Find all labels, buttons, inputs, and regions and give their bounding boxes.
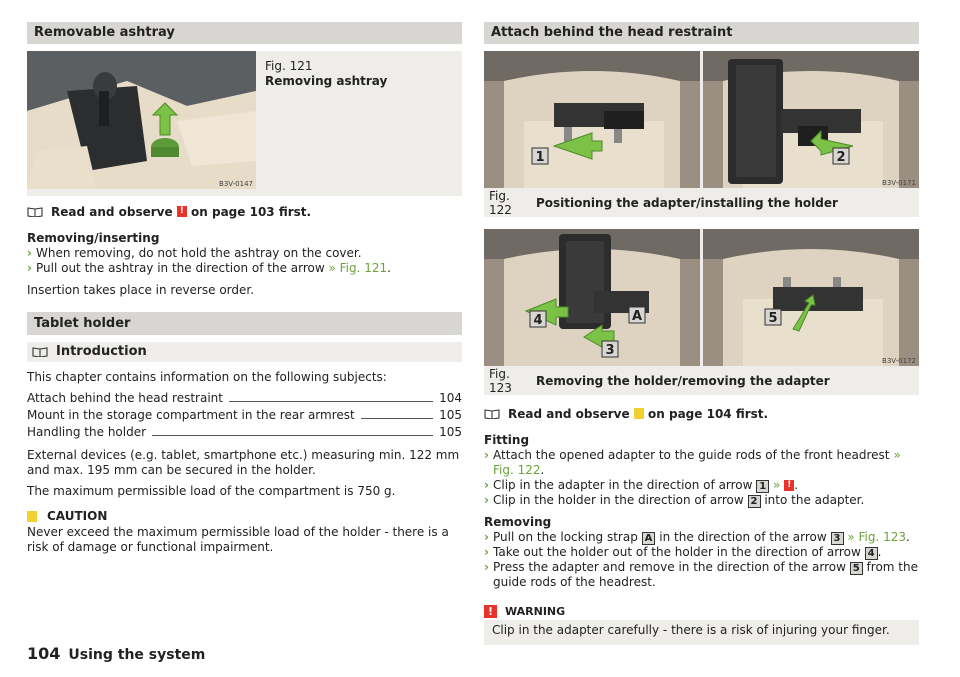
figure-123 <box>484 229 919 395</box>
warning-header: ! WARNING <box>484 603 919 620</box>
bullet-chevron-icon: › <box>27 246 32 260</box>
figure-121 <box>27 51 462 196</box>
list-item: › Clip in the holder in the direction of arrow 2 into the adapter. <box>484 493 865 507</box>
toc-item[interactable]: Mount in the storage compartment in the rear armrest 105 <box>27 408 462 422</box>
list-item: › Take out the holder out of the holder in the direction of arrow 4 . <box>484 545 882 559</box>
image-code: B3V-0171 <box>882 179 916 187</box>
callout-box: 3 <box>831 532 844 545</box>
callout-4: 4 <box>533 313 543 328</box>
figure-123-caption: Fig. 123 Removing the holder/removing the adapter <box>484 366 919 395</box>
page-footer <box>27 644 205 663</box>
bullet-chevron-icon: › <box>484 530 489 544</box>
caution-header: CAUTION <box>27 509 462 523</box>
callout-box: 2 <box>748 495 761 508</box>
figure-title: Removing ashtray <box>265 74 388 88</box>
callout-1: 1 <box>535 150 545 165</box>
book-icon <box>32 347 48 357</box>
intro-text: This chapter contains information on the following subjects: <box>27 370 387 384</box>
list-item: › Attach the opened adapter to the guide rods of the front headrest » Fig. 122. <box>484 448 901 477</box>
callout-box: 1 <box>756 480 769 493</box>
adapter-photo-2 <box>703 51 919 188</box>
ref-link[interactable]: » <box>773 478 781 492</box>
list-item: › Press the adapter and remove in the direction of the arrow 5 from the guide rods of the headrest. <box>484 560 918 589</box>
book-icon <box>484 409 500 419</box>
section-name: Using the system <box>68 647 206 663</box>
right-column <box>484 22 919 645</box>
insertion-text: Insertion takes place in reverse order. <box>27 283 255 297</box>
section-header-ashtray: Removable ashtray <box>27 22 462 44</box>
removing-heading: Removing <box>484 515 552 529</box>
callout-box: 5 <box>850 562 863 575</box>
callout-3: 3 <box>605 343 615 358</box>
fig-ref-link[interactable]: » Fig. 122 <box>493 448 901 477</box>
callout-box: 4 <box>865 547 878 560</box>
caution-text: Never exceed the maximum permissible load of the holder - there is a risk of damage or functional impairment. <box>27 525 449 554</box>
callout-A: A <box>631 309 643 324</box>
ashtray-photo <box>27 51 256 189</box>
fitting-heading: Fitting <box>484 433 530 447</box>
fig-ref-link[interactable]: » Fig. 123 <box>847 530 907 544</box>
list-item: › When removing, do not hold the ashtray on the cover. <box>27 246 362 260</box>
fig-ref-link[interactable]: » Fig. 121 <box>328 261 388 275</box>
ashtray-illustration <box>27 51 256 189</box>
bullet-chevron-icon: › <box>27 261 32 275</box>
observe-line: Read and observe on page 104 first. <box>484 406 919 421</box>
callout-2: 2 <box>836 150 846 165</box>
book-icon <box>27 207 43 217</box>
warning-icon: ! <box>177 206 187 217</box>
bullet-chevron-icon: › <box>484 448 489 462</box>
bullet-chevron-icon: › <box>484 545 489 559</box>
holder-removal-photo <box>484 229 700 366</box>
observe-line: Read and observe ! on page 103 first. <box>27 204 462 219</box>
caution-icon <box>27 511 37 522</box>
figure-122 <box>484 51 919 217</box>
callout-box: A <box>642 532 656 545</box>
section-header-head-restraint: Attach behind the head restraint <box>484 22 919 44</box>
removing-heading: Removing/inserting <box>27 231 160 245</box>
section-header-tablet: Tablet holder <box>27 312 462 335</box>
bullet-chevron-icon: › <box>484 493 489 507</box>
figure-122-caption: Fig. 122 Positioning the adapter/installing the holder <box>484 188 919 217</box>
figure-number: Fig. 121 <box>265 59 313 73</box>
left-column <box>27 22 462 555</box>
toc-item[interactable]: Handling the holder 105 <box>27 425 462 439</box>
adapter-removal-photo <box>703 229 919 366</box>
max-load-text: The maximum permissible load of the compartment is 750 g. <box>27 484 396 498</box>
warning-box <box>484 603 919 645</box>
image-code: B3V-0172 <box>882 357 916 365</box>
list-item: › Clip in the adapter in the direction of arrow 1 » ! . <box>484 478 799 492</box>
caution-icon <box>634 408 644 419</box>
callout-5: 5 <box>768 311 778 326</box>
list-item: › Pull out the ashtray in the direction of the arrow » Fig. 121. <box>27 261 391 275</box>
toc-list <box>27 391 462 440</box>
adapter-photo-1 <box>484 51 700 188</box>
bullet-chevron-icon: › <box>484 478 489 492</box>
warning-text: Clip in the adapter carefully - there is a risk of injuring your finger. <box>492 623 890 637</box>
image-code: B3V-0147 <box>219 180 253 188</box>
warning-icon: ! <box>484 605 497 618</box>
external-devices-text: External devices (e.g. tablet, smartphone etc.) measuring min. 122 mm and max. 195 mm can be secured in the holder. <box>27 448 460 477</box>
intro-header: Introduction <box>27 342 462 362</box>
warning-icon: ! <box>784 480 794 491</box>
bullet-chevron-icon: › <box>484 560 489 574</box>
list-item: › Pull on the locking strap A in the direction of the arrow 3 » Fig. 123. <box>484 530 910 544</box>
page-number: 104 <box>27 644 61 663</box>
toc-item[interactable]: Attach behind the head restraint 104 <box>27 391 462 405</box>
figure-121-caption <box>256 51 387 196</box>
